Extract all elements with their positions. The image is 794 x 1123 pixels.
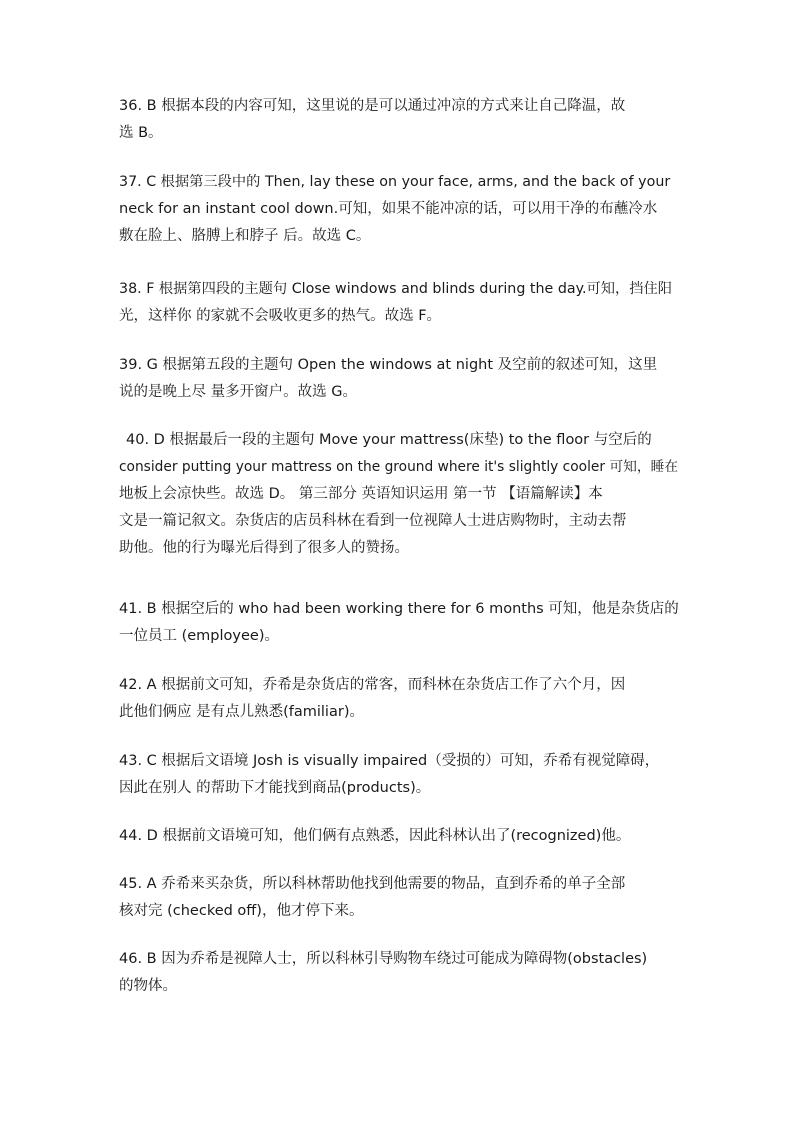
answer-46-line-2: 的物体。	[119, 978, 177, 994]
answer-40-line-4: 文是一篇记叙文。杂货店的店员科林在看到一位视障人士进店购物时，主动去帮	[119, 513, 627, 529]
answer-37-line-2: neck for an instant cool down.可知，如果不能冲凉的话，可以用干净的布蘸冷水	[119, 201, 658, 217]
answer-41	[119, 596, 679, 650]
answer-42-line-2: 此他们俩应 是有点儿熟悉(familiar)。	[119, 704, 364, 720]
answer-41-line-1: 41. B 根据空后的 who had been working there for 6 months 可知，他是杂货店的	[119, 601, 679, 617]
answer-42-line-1: 42. A 根据前文可知，乔希是杂货店的常客，而科林在杂货店工作了六个月，因	[119, 677, 626, 693]
answer-46	[119, 946, 679, 1000]
answer-38-line-2: 光，这样你 的家就不会吸收更多的热气。故选 F。	[119, 308, 442, 324]
answer-36-line-1: 36. B 根据本段的内容可知，这里说的是可以通过冲凉的方式来让自己降温，故	[119, 98, 626, 114]
answer-36	[119, 93, 679, 147]
answer-40-line-3: 地板上会凉快些。故选 D。 第三部分 英语知识运用 第一节 【语篇解读】本	[119, 486, 603, 502]
answer-43-line-2: 因此在别人 的帮助下才能找到商品(products)。	[119, 780, 431, 796]
answer-39-line-2: 说的是晚上尽 量多开窗户。故选 G。	[119, 384, 357, 400]
answer-44	[119, 823, 679, 850]
answer-38-line-1: 38. F 根据第四段的主题句 Close windows and blinds during the day.可知，挡住阳	[119, 281, 673, 297]
answer-40-line-2: consider putting your mattress on the ground where it's slightly cooler 可知，睡在	[119, 459, 679, 475]
answer-43-line-1: 43. C 根据后文语境 Josh is visually impaired（受损的）可知，乔希有视觉障碍，	[119, 753, 660, 769]
answer-42	[119, 672, 679, 726]
answer-46-line-1: 46. B 因为乔希是视障人士，所以科林引导购物车绕过可能成为障碍物(obstacles)	[119, 951, 648, 967]
answer-39	[119, 352, 679, 406]
answer-43	[119, 748, 679, 802]
answer-40-line-5: 助他。他的行为曝光后得到了很多人的赞扬。	[119, 540, 409, 556]
answer-39-line-1: 39. G 根据第五段的主题句 Open the windows at night 及空前的叙述可知，这里	[119, 357, 658, 373]
answer-45-line-1: 45. A 乔希来买杂货，所以科林帮助他找到他需要的物品，直到乔希的单子全部	[119, 876, 626, 892]
answer-40-line-1: 40. D 根据最后一段的主题句 Move your mattress(床垫) to the floor 与空后的	[126, 432, 652, 448]
answer-37-line-1: 37. C 根据第三段中的 Then, lay these on your face, arms, and the back of your	[119, 174, 671, 190]
answer-36-line-2: 选 B。	[119, 125, 163, 141]
answer-45	[119, 871, 679, 925]
answer-41-line-2: 一位员工 (employee)。	[119, 628, 279, 644]
answer-45-line-2: 核对完 (checked off)，他才停下来。	[119, 903, 364, 919]
answer-37	[119, 169, 679, 250]
answer-38	[119, 276, 679, 330]
answer-44-line-1: 44. D 根据前文语境可知，他们俩有点熟悉，因此科林认出了(recognized)他。	[119, 828, 631, 844]
answer-37-line-3: 敷在脸上、胳膊上和脖子 后。故选 C。	[119, 228, 371, 244]
answer-40	[119, 427, 679, 562]
